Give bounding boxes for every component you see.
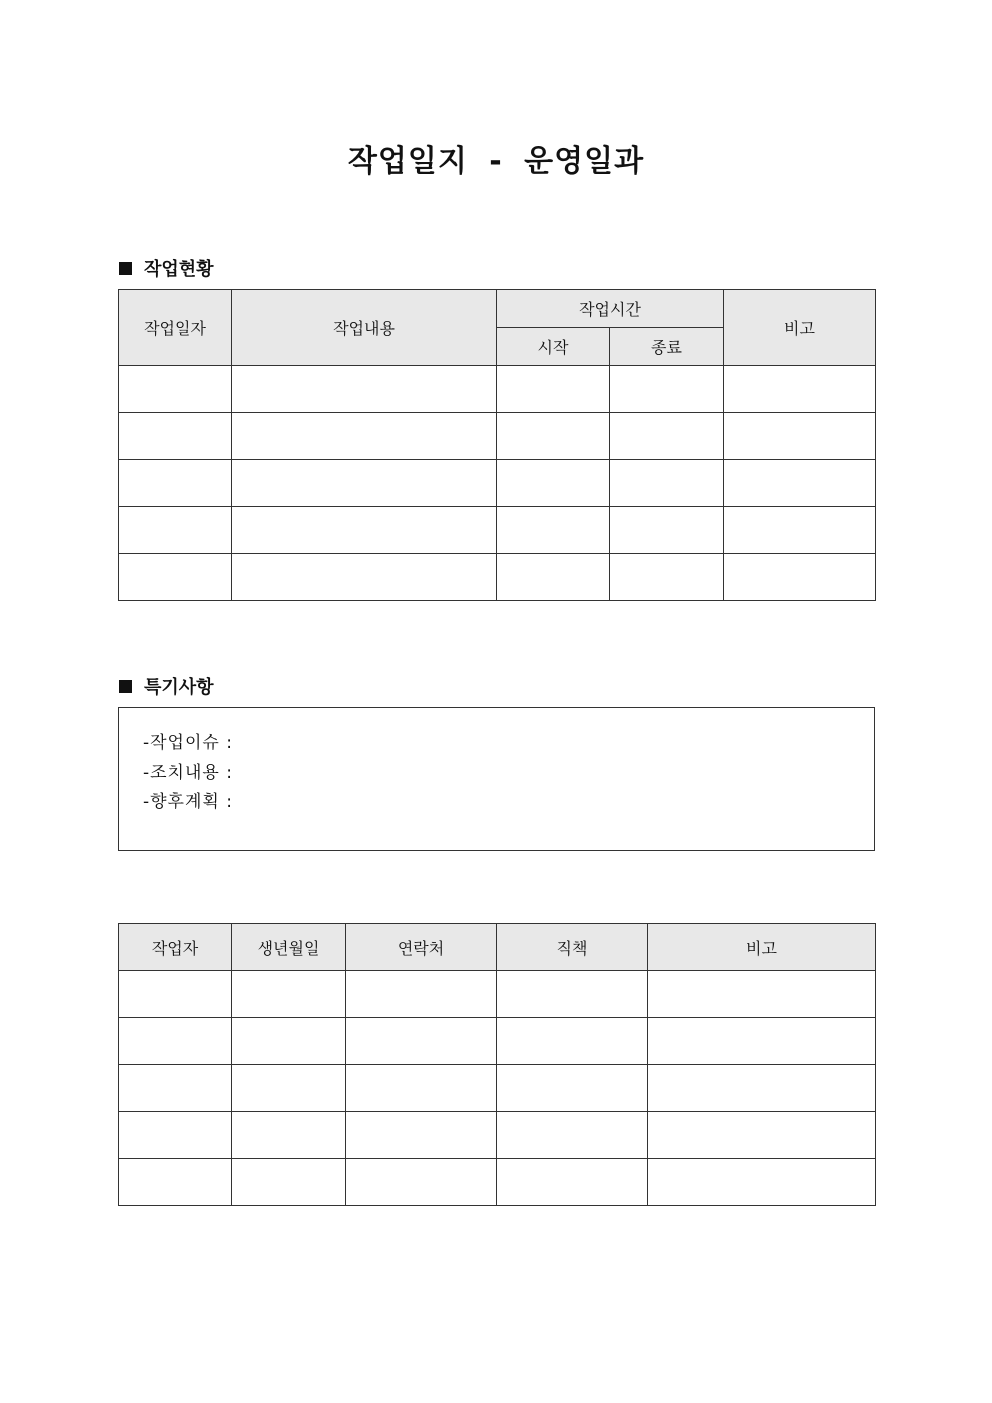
cell-birthdate[interactable]	[232, 1018, 346, 1065]
column-header-birthdate: 생년월일	[232, 924, 346, 971]
cell-work-date[interactable]	[119, 507, 232, 554]
work-status-table	[118, 289, 876, 601]
cell-work-content[interactable]	[232, 554, 497, 601]
cell-remarks[interactable]	[724, 366, 876, 413]
cell-work-content[interactable]	[232, 366, 497, 413]
cell-remarks[interactable]	[648, 1112, 876, 1159]
cell-end[interactable]	[610, 507, 724, 554]
bullet-square-icon	[119, 262, 132, 275]
cell-remarks[interactable]	[724, 554, 876, 601]
work-status-heading	[119, 255, 214, 281]
cell-birthdate[interactable]	[232, 1112, 346, 1159]
table-row	[119, 507, 876, 554]
cell-start[interactable]	[497, 460, 610, 507]
cell-start[interactable]	[497, 413, 610, 460]
cell-remarks[interactable]	[648, 1018, 876, 1065]
cell-contact[interactable]	[346, 1112, 497, 1159]
cell-start[interactable]	[497, 366, 610, 413]
note-issue: -작업이슈 :	[143, 733, 233, 753]
cell-worker[interactable]	[119, 1159, 232, 1206]
column-header-remarks: 비고	[724, 290, 876, 366]
table-row	[119, 1112, 876, 1159]
table-row	[119, 1018, 876, 1065]
cell-end[interactable]	[610, 413, 724, 460]
table-row	[119, 554, 876, 601]
cell-birthdate[interactable]	[232, 1159, 346, 1206]
cell-work-content[interactable]	[232, 507, 497, 554]
cell-contact[interactable]	[346, 1159, 497, 1206]
note-action: -조치내용 :	[143, 763, 233, 783]
column-header-start: 시작	[497, 328, 610, 366]
page-title: 작업일지 - 운영일과	[347, 144, 645, 179]
cell-birthdate[interactable]	[232, 971, 346, 1018]
cell-position[interactable]	[497, 1018, 648, 1065]
cell-remarks[interactable]	[648, 971, 876, 1018]
cell-work-content[interactable]	[232, 413, 497, 460]
cell-work-content[interactable]	[232, 460, 497, 507]
column-header-remarks: 비고	[648, 924, 876, 971]
cell-work-date[interactable]	[119, 554, 232, 601]
table-row	[119, 366, 876, 413]
cell-birthdate[interactable]	[232, 1065, 346, 1112]
cell-remarks[interactable]	[648, 1159, 876, 1206]
cell-remarks[interactable]	[724, 460, 876, 507]
cell-remarks[interactable]	[724, 507, 876, 554]
cell-position[interactable]	[497, 971, 648, 1018]
cell-start[interactable]	[497, 554, 610, 601]
cell-contact[interactable]	[346, 1065, 497, 1112]
cell-position[interactable]	[497, 1159, 648, 1206]
staff-table	[118, 923, 876, 1206]
cell-contact[interactable]	[346, 971, 497, 1018]
cell-work-date[interactable]	[119, 366, 232, 413]
special-notes-heading-label: 특기사항	[144, 677, 214, 698]
cell-remarks[interactable]	[724, 413, 876, 460]
special-notes-box[interactable]	[118, 707, 875, 851]
column-header-work-content: 작업내용	[232, 290, 497, 366]
note-plan: -향후계획 :	[143, 792, 233, 812]
table-row	[119, 1065, 876, 1112]
cell-worker[interactable]	[119, 1112, 232, 1159]
cell-worker[interactable]	[119, 971, 232, 1018]
cell-position[interactable]	[497, 1065, 648, 1112]
table-row	[119, 1159, 876, 1206]
cell-end[interactable]	[610, 460, 724, 507]
column-header-contact: 연락처	[346, 924, 497, 971]
cell-end[interactable]	[610, 554, 724, 601]
bullet-square-icon	[119, 680, 132, 693]
cell-work-date[interactable]	[119, 460, 232, 507]
column-header-position: 직책	[497, 924, 648, 971]
work-status-heading-label: 작업현황	[144, 259, 214, 280]
cell-worker[interactable]	[119, 1065, 232, 1112]
cell-contact[interactable]	[346, 1018, 497, 1065]
cell-remarks[interactable]	[648, 1065, 876, 1112]
table-row	[119, 971, 876, 1018]
column-header-work-date: 작업일자	[119, 290, 232, 366]
table-row	[119, 413, 876, 460]
column-header-work-time: 작업시간	[497, 290, 724, 328]
cell-start[interactable]	[497, 507, 610, 554]
cell-end[interactable]	[610, 366, 724, 413]
column-header-end: 종료	[610, 328, 724, 366]
cell-position[interactable]	[497, 1112, 648, 1159]
table-row	[119, 460, 876, 507]
special-notes-heading	[119, 673, 214, 699]
cell-work-date[interactable]	[119, 413, 232, 460]
column-header-worker: 작업자	[119, 924, 232, 971]
cell-worker[interactable]	[119, 1018, 232, 1065]
